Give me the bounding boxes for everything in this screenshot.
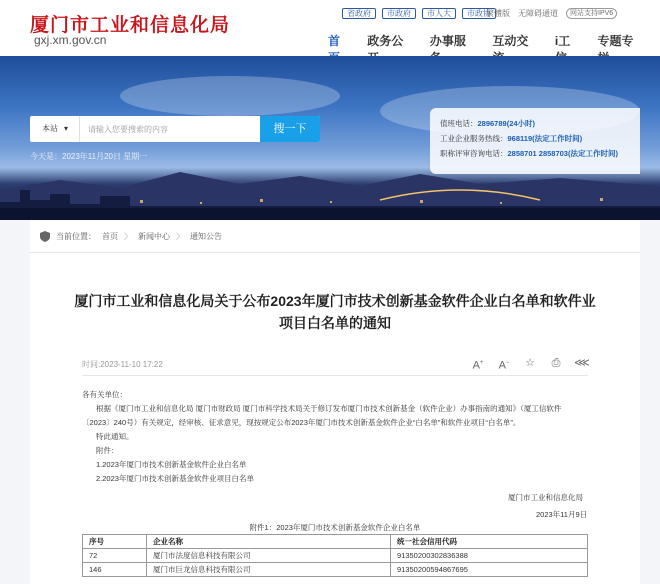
hotline-panel [430,108,640,174]
font-increase-icon[interactable]: A+ [472,359,484,372]
breadcrumb [40,231,222,242]
link-city-cppcc[interactable]: 市政协 [462,8,496,19]
attachments-label: 附件： [96,446,119,455]
site-title[interactable]: 厦门市工业和信息化局 [30,14,231,36]
today-date: 今天是：2023年11月20日 星期一 [30,152,148,161]
table-cell: 72 [83,549,147,563]
search-button[interactable]: 搜一下 [260,116,320,142]
hotline-industry: 工业企业服务热线：968119(法定工作时间) [440,134,583,143]
signature: 厦门市工业和信息化局 [508,493,583,502]
search-bar [30,116,320,142]
accessibility-link[interactable]: 无障碍通道 [518,9,558,18]
breadcrumb-separator: 〉 [124,232,132,241]
nav-home[interactable]: 首 [328,34,341,48]
publish-time: 时间:2023-11-10 17:22 [82,360,163,369]
link-city-congress[interactable]: 市人大 [422,8,456,19]
traditional-chinese-link[interactable]: 繁體版 [486,9,510,18]
hotline-duty: 值班电话：2896789(24小时) [440,119,536,128]
hotline-title-review: 职称评审咨询电话：2858701 2858703(法定工作时间) [440,149,618,158]
table-cell: 91350200594867695 [391,563,588,577]
salutation: 各有关单位： [82,390,127,399]
search-scope-label: 本站 [42,124,58,133]
chevron-down-icon: ▾ [64,124,69,133]
nav-special-topics[interactable]: 专题专 [597,34,634,48]
body-paragraph: 根据《厦门市工业和信息化局 厦门市财政局 厦门市科学技术局关于修订发布厦门市技术创新基金（软件企业）办事指南的通知》（厦工信软件 [96,404,562,413]
divider [82,375,588,376]
article-title-line: 项目白名单的通知 [279,315,391,331]
share-icon[interactable]: ⋘ [574,357,590,369]
search-scope-select[interactable] [30,116,80,142]
attachment-link-2[interactable]: 2.2023年厦门市技术创新基金软件业项目白名单 [96,474,254,483]
site-domain: gxj.xm.gov.cn [34,33,107,47]
breadcrumb-home[interactable]: 首页 [102,232,118,241]
top-utilities [486,8,617,19]
body-paragraph: 〔2023〕240号）有关规定，经审核、征求意见，现按规定公布2023年厦门市技术创新基金软件企业“白名单”和软件业项目“白名单”。 [82,418,521,427]
nav-gov-affairs[interactable]: 政务公 [367,34,404,48]
table-header-row [83,535,588,549]
column-header: 序号 [83,535,147,549]
divider [30,252,640,253]
table-row [83,563,588,577]
star-icon[interactable]: ☆ [525,357,535,369]
whitelist-table [82,534,588,577]
link-province-gov[interactable]: 省政府 [342,8,376,19]
nav-services[interactable]: 办事服 [429,34,466,48]
article-tools [470,356,590,370]
ipv6-badge: 网站支持IPV6 [566,8,617,19]
table-cell: 厦门市巨龙信息科技有限公司 [147,563,391,577]
closing-text: 特此通知。 [96,432,134,441]
breadcrumb-news-center[interactable]: 新闻中心 [138,232,170,241]
article-body [82,388,588,486]
table-cell: 厦门市法度信息科技有限公司 [147,549,391,563]
breadcrumb-label: 当前位置： [56,232,96,241]
nav-i-gongxin[interactable]: i工 [554,34,571,48]
breadcrumb-separator: 〉 [176,232,184,241]
font-decrease-icon[interactable]: A− [498,359,510,372]
search-input[interactable] [80,116,260,142]
article-title [70,290,600,334]
signature-date: 2023年11月9日 [536,510,588,519]
breadcrumb-notices[interactable]: 通知公告 [190,232,222,241]
table-cell: 146 [83,563,147,577]
article-card [30,220,640,584]
site-header [0,0,660,56]
print-icon[interactable]: ⎙ [551,357,561,369]
nav-interaction[interactable]: 互动交 [492,34,529,48]
table-row [83,549,588,563]
article-title-line: 厦门市工业和信息化局关于公布2023年厦门市技术创新基金软件企业白名单和软件业 [74,293,596,309]
attachment-link-1[interactable]: 1.2023年厦门市技术创新基金软件企业白名单 [96,460,247,469]
quick-links [342,8,496,19]
column-header: 企业名称 [147,535,391,549]
shield-icon [40,231,50,242]
table-caption: 附件1：2023年厦门市技术创新基金软件企业白名单 [249,523,421,532]
banner-cloud [120,76,340,116]
link-city-gov[interactable]: 市政府 [382,8,416,19]
table-cell: 91350200302836388 [391,549,588,563]
column-header: 统一社会信用代码 [391,535,588,549]
